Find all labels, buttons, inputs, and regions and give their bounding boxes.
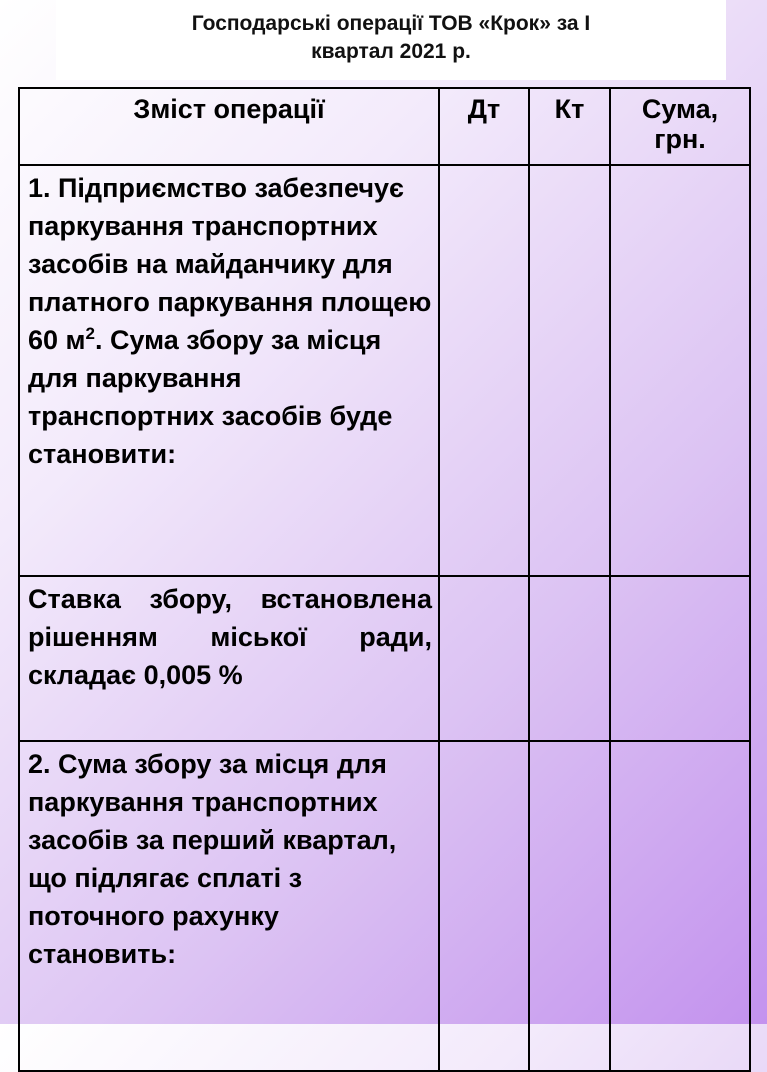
operations-table xyxy=(18,87,751,1072)
row-2-sum xyxy=(610,576,750,741)
row-1-text-sup: 2 xyxy=(85,324,95,343)
row-2-content: Ставка збору, встановлена рішенням міської ради, складає 0,005 % xyxy=(19,576,439,741)
row-1-credit xyxy=(529,165,610,576)
header-sum-line-2: грн. xyxy=(654,124,706,154)
slide-title-line-1: Господарські операції ТОВ «Крок» за І xyxy=(191,12,591,35)
header-sum-line-1: Сума, xyxy=(641,94,719,124)
row-1-text-post: . Сума збору за місця для паркування транспортних засобів буде становити: xyxy=(28,325,393,469)
table-header-row xyxy=(19,88,750,165)
header-content: Зміст операції xyxy=(19,88,439,165)
row-1-sum xyxy=(610,165,750,576)
row-1-debit xyxy=(439,165,529,576)
table-row xyxy=(19,741,750,1071)
row-2-credit xyxy=(529,576,610,741)
row-3-debit xyxy=(439,741,529,1071)
slide-title xyxy=(56,0,726,80)
table-row xyxy=(19,165,750,576)
header-debit: Дт xyxy=(439,88,529,165)
header-sum xyxy=(610,88,750,165)
row-2-debit xyxy=(439,576,529,741)
slide-title-line-2: квартал 2021 р. xyxy=(311,40,471,63)
header-credit: Кт xyxy=(529,88,610,165)
row-3-credit xyxy=(529,741,610,1071)
row-3-sum xyxy=(610,741,750,1071)
table-row xyxy=(19,576,750,741)
row-1-text-pre: 1. Підприємство забезпечує паркування транспортних засобів на майданчику для платного паркування площею 60 м xyxy=(28,173,432,355)
row-1-content xyxy=(19,165,439,576)
row-3-content: 2. Сума збору за місця для паркування транспортних засобів за перший квартал, що підлягає сплаті з поточного рахунку становить: xyxy=(19,741,439,1071)
